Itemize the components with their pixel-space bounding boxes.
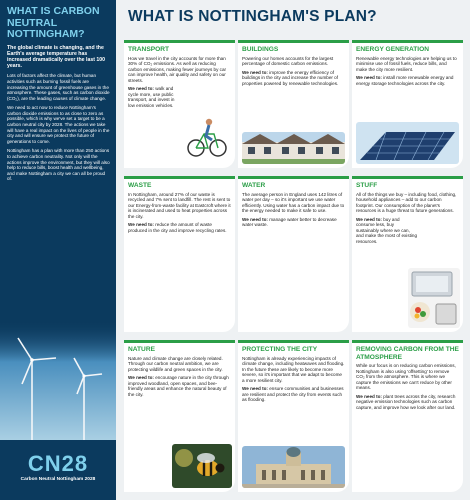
wind-turbines-illustration <box>0 280 116 440</box>
houses-photo <box>242 132 345 164</box>
need-text: install more renewable energy and energy storage technologies across the city. <box>356 75 454 86</box>
need-label: We need to: <box>128 86 154 92</box>
need-label: We need to: <box>242 69 268 75</box>
page-title: WHAT IS NOTTINGHAM'S PLAN? <box>128 8 377 25</box>
card-title: REMOVING CARBON FROM THE ATMOSPHERE <box>356 346 459 361</box>
card-protecting-the-city <box>238 340 349 492</box>
card-title: BUILDINGS <box>242 46 279 53</box>
sidebar-paragraph-2: We need to act now to reduce Nottingham's carbon dioxide emissions to as close to zero as possible, which is why we've set a target to be a carbon neutral city by 2028. The actions we take will have a real impact on the lives of people in the city and will ensure we protect the future of generations to come. <box>7 105 110 144</box>
need-text: plant trees across the city, research negative emission technologies such as carbon capture, and improve how we look after our land. <box>356 393 456 410</box>
sidebar-title: WHAT IS CARBON NEUTRAL NOTTINGHAM? <box>7 5 100 40</box>
card-title: WATER <box>242 182 266 189</box>
need-text: improve the energy efficiency of buildings in the city and increase the number of properties powered by renewable technologies. <box>242 69 339 86</box>
need-label: We need to: <box>356 393 382 399</box>
bee-photo <box>172 444 232 488</box>
need-label: We need to: <box>128 375 154 381</box>
logo-subtitle: Carbon Neutral Nottingham 2028 <box>20 477 96 482</box>
card-text: Nature and climate change are closely related. Through our carbon neutral ambition, we are protecting wildlife and green spaces in the city. <box>128 355 223 372</box>
cn28-logo <box>8 453 108 482</box>
card-text: In Nottingham, around 27% of our waste is recycled and 7% sent to landfill. The rest is sent to our Energy-from-waste facility at Eastcroft where it is incinerated and used to heat properties across the city. <box>128 191 231 219</box>
sidebar <box>0 0 116 500</box>
card-title: PROTECTING THE CITY <box>242 346 318 353</box>
card-text: While our focus is on reducing carbon emissions, Nottingham is also using 'offsetting' to remove CO₂ from the atmosphere. This is where we capture the emissions we can't reduce by other means. <box>356 363 456 391</box>
need-text: encourage nature in the city through improved woodland, open spaces, and bee-friendly areas and enhance the natural beauty of the city. <box>128 375 229 397</box>
card-title: TRANSPORT <box>128 46 170 53</box>
card-removing-carbon <box>352 340 463 492</box>
card-text: Nottingham is already experiencing impacts of climate change, including heatwaves and flooding. In the future these are likely to become more severe, so it's important that we adapt to become a more resilient city. <box>242 355 345 383</box>
solar-panels-photo <box>356 122 459 164</box>
sidebar-paragraph-3: Nottingham has a plan with more than 250 actions to achieve carbon neutrality. Not only will the actions improve the environment, but they will also help to reduce bills, boost health and wellbeing, and make Nottingham a city we can all be proud of. <box>7 148 110 182</box>
need-text: reduce the amount of waste produced in the city and improve recycling rates. <box>128 222 227 233</box>
card-text: Powering our homes accounts for the largest percentage of domestic carbon emissions. <box>242 55 334 67</box>
sidebar-lead: The global climate is changing, and the Earth's average temperature has increased dramatically over the last 100 years. <box>7 44 106 70</box>
card-title: NATURE <box>128 346 155 353</box>
card-buildings <box>238 40 349 168</box>
card-text: Renewable energy technologies are helping us to minimise use of fossil fuels, reduce bills, and make the city more resilient. <box>356 55 457 72</box>
shopping-photo <box>408 268 460 328</box>
need-label: We need to: <box>356 216 382 222</box>
main-panel <box>116 0 470 500</box>
need-text: manage water better to decrease water waste. <box>242 216 337 228</box>
card-title: WASTE <box>128 182 152 189</box>
need-label: We need to: <box>242 216 268 222</box>
card-title: STUFF <box>356 182 378 189</box>
card-stuff <box>352 176 463 332</box>
card-waste <box>124 176 235 332</box>
card-text: How we travel in the city accounts for more than 30% of CO₂ emissions. As well as reducing carbon emissions, making fewer journeys by car can improve health, air quality and safety on our streets. <box>128 55 227 83</box>
logo-mark: CN28 <box>27 451 89 476</box>
card-energy-generation <box>352 40 463 168</box>
need-label: We need to: <box>128 222 154 228</box>
cyclist-photo <box>182 114 230 160</box>
need-label: We need to: <box>242 386 268 392</box>
need-label: We need to: <box>356 75 382 81</box>
need-text: buy and consume less, buy sustainably where we can, and make the most of existing resources. <box>356 216 418 244</box>
council-house-photo <box>242 446 345 488</box>
card-text: The average person in England uses 142 litres of water per day – so it's important we use water efficiently. Using water has a carbon impact due to the energy needed to make it safe to use. <box>242 191 345 214</box>
card-transport <box>124 40 235 168</box>
sidebar-paragraph-1: Lots of factors affect the climate, but human activities such as burning fossil fuels are increasing the amount of greenhouse gases in the atmosphere. These gases, such as carbon dioxide (CO₂), are the leading causes of climate change. <box>7 73 110 101</box>
card-title: ENERGY GENERATION <box>356 46 430 53</box>
card-nature <box>124 340 235 492</box>
need-text: ensure communities and businesses are resilient and protect the city from events such as flooding. <box>242 386 344 403</box>
need-text: walk and cycle more, use public transport, and invest in low emission vehicles. <box>128 86 175 108</box>
card-text: All of the things we buy – including food, clothing, household appliances – add to our carbon footprint. Our consumption of the planet's resources is a huge threat to future generations. <box>356 191 457 214</box>
card-water <box>238 176 349 332</box>
